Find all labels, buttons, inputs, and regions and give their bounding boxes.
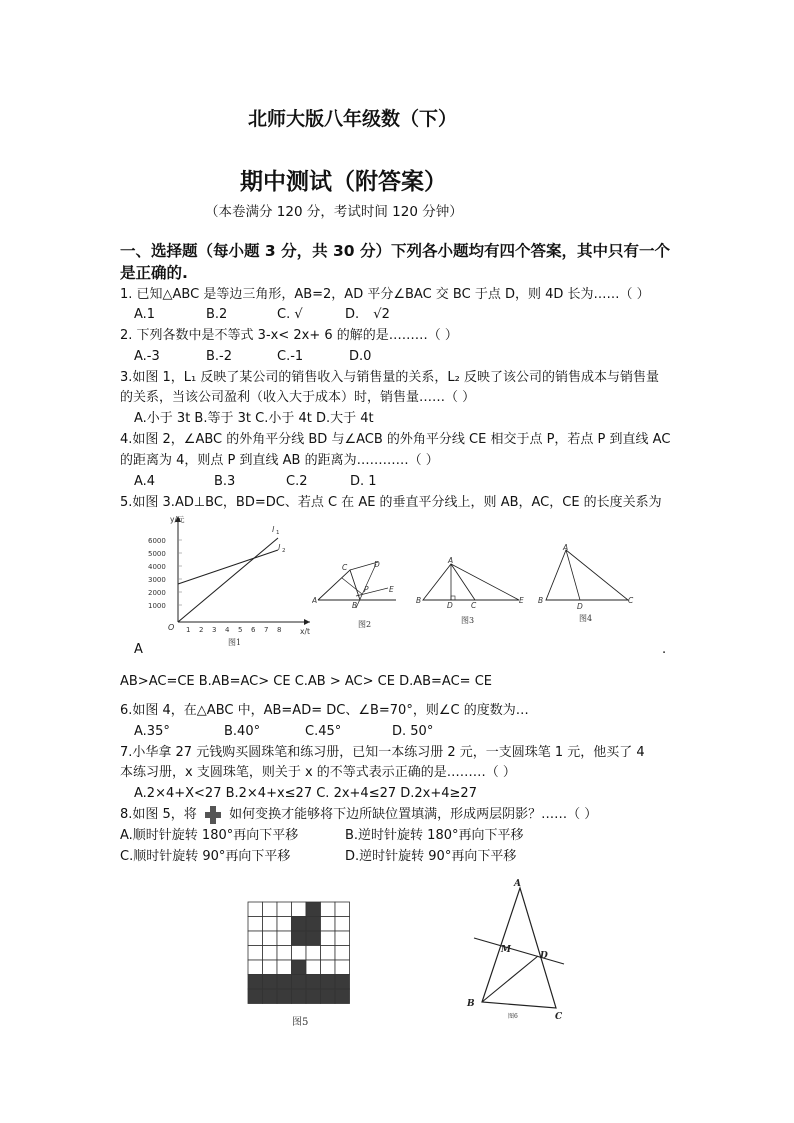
grid-cell bbox=[306, 989, 321, 1004]
fig1-l1-sub: 1 bbox=[276, 530, 280, 536]
paper-note: （本卷满分 120 分，考试时间 120 分钟） bbox=[205, 204, 463, 220]
grid-cell bbox=[277, 946, 292, 961]
grid-cell bbox=[277, 917, 292, 932]
grid-cell bbox=[306, 902, 321, 917]
question-7-line1: 7.小华拿 27 元钱购买圆珠笔和练习册，已知一本练习册 2 元，一支圆珠笔 1 元，他买了 4 bbox=[120, 745, 645, 760]
grid-cell bbox=[335, 960, 350, 975]
fig1-l2-label: l bbox=[278, 543, 281, 552]
fig3-label-c: C bbox=[471, 601, 477, 610]
grid-cell bbox=[277, 931, 292, 946]
grid-cell bbox=[277, 902, 292, 917]
grid-cell bbox=[277, 975, 292, 990]
q2-option-a: A.-3 bbox=[134, 349, 160, 364]
grid-cell bbox=[306, 931, 321, 946]
fig6-label-a: A bbox=[514, 879, 521, 889]
q2-option-d: D.0 bbox=[349, 349, 372, 364]
fig4-label-c: C bbox=[628, 596, 634, 605]
grid-cell bbox=[248, 946, 263, 961]
fig4-label-b: B bbox=[538, 596, 544, 605]
fig2-label-c: C bbox=[342, 563, 348, 572]
fig1-xtick: 8 bbox=[277, 626, 282, 634]
q5-options: AB>AC=CE B.AB=AC> CE C.AB > AC> CE D.AB=AC= CE bbox=[120, 674, 492, 689]
fig6-label-m: M bbox=[501, 945, 511, 955]
fig2-label-p: P bbox=[364, 585, 369, 594]
grid-cell bbox=[292, 946, 307, 961]
question-3-line1: 3.如图 1，L₁ 反映了某公司的销售收入与销售量的关系，L₂ 反映了该公司的销售成本与销售量 bbox=[120, 370, 659, 385]
fig4-label-a: A bbox=[563, 544, 569, 552]
grid-cell bbox=[263, 931, 278, 946]
q1-option-b: B.2 bbox=[206, 307, 228, 322]
grid-cell bbox=[335, 975, 350, 990]
grid-cell bbox=[277, 989, 292, 1004]
figure-6 bbox=[462, 876, 572, 1021]
q1-option-d-label: D. bbox=[345, 307, 360, 322]
question-4-line2: 的距离为 4，则点 P 到直线 AB 的距离为…………（ ） bbox=[120, 453, 439, 468]
grid-cell bbox=[335, 989, 350, 1004]
grid-cell bbox=[248, 975, 263, 990]
shaded-piece-icon bbox=[205, 806, 221, 824]
grid-cell bbox=[306, 975, 321, 990]
grid-cell bbox=[263, 960, 278, 975]
fig2-label-a: A bbox=[312, 596, 318, 605]
q4-option-d: D. 1 bbox=[350, 474, 377, 489]
question-4-line1: 4.如图 2，∠ABC 的外角平分线 BD 与∠ACB 的外角平分线 CE 相交于点 P，若点 P 到直线 AC bbox=[120, 432, 671, 447]
grid-cell bbox=[335, 931, 350, 946]
fig3-label-d: D bbox=[447, 601, 453, 610]
grid-cell bbox=[248, 902, 263, 917]
grid-cell bbox=[306, 917, 321, 932]
question-7-line2: 本练习册，x 支圆珠笔，则关于 x 的不等式表示正确的是………（ ） bbox=[120, 765, 516, 780]
fig4-caption: 图4 bbox=[579, 614, 593, 623]
fig2-label-d: D bbox=[374, 560, 380, 569]
fig1-xtick: 3 bbox=[212, 626, 217, 634]
q8-option-c: C.顺时针旋转 90°再向下平移 bbox=[120, 849, 291, 864]
q8-option-d: D.逆时针旋转 90°再向下平移 bbox=[345, 849, 517, 864]
grid-cell bbox=[321, 960, 336, 975]
grid-cell bbox=[248, 931, 263, 946]
grid-cell bbox=[292, 960, 307, 975]
grid-cell bbox=[277, 960, 292, 975]
q1-option-d bbox=[345, 305, 390, 325]
fig4-label-d: D bbox=[577, 602, 583, 611]
q5-option-a-label: A bbox=[134, 642, 143, 657]
fig6-caption: 图6 bbox=[508, 1013, 518, 1020]
q8-text-b: 如何变换才能够将下边所缺位置填满，形成两层阴影？……（ ） bbox=[229, 807, 598, 822]
grid-cell bbox=[335, 917, 350, 932]
grid-cell bbox=[248, 917, 263, 932]
grid-cell bbox=[263, 946, 278, 961]
fig1-ytick-4000: 4000 bbox=[148, 563, 166, 571]
grid-cell bbox=[248, 960, 263, 975]
q6-option-d: D. 50° bbox=[392, 724, 434, 739]
fig1-xtick: 1 bbox=[186, 626, 191, 634]
q5-dot: . bbox=[662, 642, 667, 657]
grid-cell bbox=[335, 902, 350, 917]
grid-cell bbox=[263, 989, 278, 1004]
fig1-origin: O bbox=[168, 623, 175, 632]
paper-title: 北师大版八年级数（下） bbox=[248, 108, 458, 130]
fig3-caption: 图3 bbox=[461, 616, 475, 625]
fig1-ylabel: y/元 bbox=[170, 515, 185, 524]
fig5-caption: 图5 bbox=[292, 1017, 309, 1028]
q6-option-c: C.45° bbox=[305, 724, 342, 739]
figure-4 bbox=[536, 544, 636, 624]
grid-cell bbox=[292, 989, 307, 1004]
fig2-label-b: B bbox=[352, 601, 358, 610]
q8-option-b: B.逆时针旋转 180°再向下平移 bbox=[345, 828, 524, 843]
q8-option-a: A.顺时针旋转 180°再向下平移 bbox=[120, 828, 299, 843]
question-5-line1: 5.如图 3.AD⊥BC，BD=DC、若点 C 在 AE 的垂直平分线上，则 AB，AC，CE 的长度关系为 bbox=[120, 495, 662, 510]
fig2-caption: 图2 bbox=[358, 620, 372, 629]
q2-option-c: C.-1 bbox=[277, 349, 304, 364]
grid-cell bbox=[306, 960, 321, 975]
fig1-xtick: 7 bbox=[264, 626, 269, 634]
question-1: 1. 已知△ABC 是等边三角形，AB=2，AD 平分∠BAC 交 BC 于点 D，则 4D 长为……（ ） bbox=[120, 287, 650, 302]
fig1-l2-sub: 2 bbox=[282, 548, 286, 554]
grid-cell bbox=[321, 902, 336, 917]
fig1-ytick-2000: 2000 bbox=[148, 589, 166, 597]
fig6-label-d: D bbox=[540, 951, 548, 961]
fig1-ytick-1000: 1000 bbox=[148, 602, 166, 610]
fig1-xtick: 4 bbox=[225, 626, 230, 634]
fig1-ytick-3000: 3000 bbox=[148, 576, 166, 584]
q1-option-a: A.1 bbox=[134, 307, 156, 322]
q6-option-a: A.35° bbox=[134, 724, 170, 739]
grid-cell bbox=[321, 931, 336, 946]
fig1-ytick-6000: 6000 bbox=[148, 537, 166, 545]
question-2: 2. 下列各数中是不等式 3-x< 2x+ 6 的解的是………（ ） bbox=[120, 328, 458, 343]
q2-option-b: B.-2 bbox=[206, 349, 233, 364]
q7-options: A.2×4+X<27 B.2×4+x≤27 C. 2x+4≤27 D.2x+4≥27 bbox=[134, 786, 477, 801]
fig1-caption: 图1 bbox=[228, 638, 242, 647]
grid-cell bbox=[321, 975, 336, 990]
line-l1 bbox=[178, 538, 278, 622]
fig3-label-e: E bbox=[519, 596, 524, 605]
grid-cell bbox=[263, 917, 278, 932]
fig1-ytick-5000: 5000 bbox=[148, 550, 166, 558]
grid-cell bbox=[263, 902, 278, 917]
fig6-label-c: C bbox=[555, 1012, 563, 1021]
grid-cell bbox=[321, 946, 336, 961]
grid-cell bbox=[292, 917, 307, 932]
line-l2 bbox=[178, 550, 278, 584]
grid-cell bbox=[248, 989, 263, 1004]
q4-option-c: C.2 bbox=[286, 474, 308, 489]
section-heading: 一、选择题（每小题 3 分，共 30 分）下列各小题均有四个答案，其中只有一个是正确的. bbox=[120, 242, 670, 282]
q6-option-b: B.40° bbox=[224, 724, 261, 739]
grid-cell bbox=[306, 946, 321, 961]
fig6-label-b: B bbox=[467, 999, 475, 1009]
question-6: 6.如图 4，在△ABC 中，AB=AD= DC、∠B=70°，则∠C 的度数为… bbox=[120, 703, 529, 718]
figure-1-graph bbox=[148, 512, 318, 652]
q4-option-b: B.3 bbox=[214, 474, 236, 489]
fig1-xtick: 6 bbox=[251, 626, 256, 634]
fig1-xtick: 5 bbox=[238, 626, 243, 634]
grid-cell bbox=[292, 902, 307, 917]
question-3-line2: 的关系，当该公司盈利（收入大于成本）时，销售量……（ ） bbox=[120, 390, 476, 405]
grid-cell bbox=[321, 989, 336, 1004]
q8-text-a: 8.如图 5，将 bbox=[120, 807, 197, 822]
fig3-label-b: B bbox=[416, 596, 422, 605]
q3-options: A.小于 3t B.等于 3t C.小于 4t D.大于 4t bbox=[134, 411, 374, 426]
grid-cell bbox=[292, 975, 307, 990]
grid-cell bbox=[263, 975, 278, 990]
paper-subtitle: 期中测试（附答案） bbox=[240, 168, 447, 195]
q1-option-d-value: √2 bbox=[373, 307, 390, 322]
fig1-xtick: 2 bbox=[199, 626, 204, 634]
q4-option-a: A.4 bbox=[134, 474, 156, 489]
grid-cell bbox=[292, 931, 307, 946]
fig2-label-e: E bbox=[389, 585, 394, 594]
fig1-xlabel: x/t bbox=[300, 627, 310, 636]
q1-option-c: C. √ bbox=[277, 307, 303, 322]
grid-cell bbox=[335, 946, 350, 961]
fig3-label-a: A bbox=[448, 556, 454, 565]
question-8 bbox=[120, 805, 597, 825]
fig1-l1-label: l bbox=[272, 525, 275, 534]
grid-cell bbox=[321, 917, 336, 932]
figure-5-grid bbox=[246, 900, 350, 1030]
figure-2 bbox=[312, 556, 402, 634]
figure-3 bbox=[415, 556, 530, 628]
